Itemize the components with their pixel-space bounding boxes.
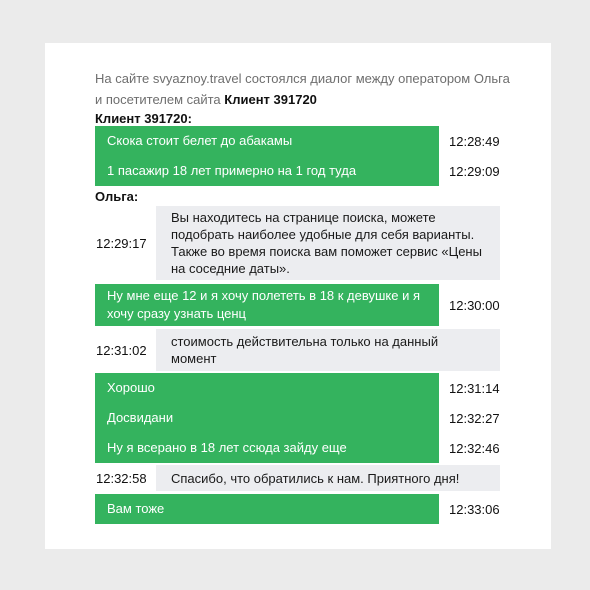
- message-text: стоимость действительна только на данный момент: [171, 334, 439, 366]
- message-bubble-operator: [156, 465, 500, 491]
- message-text: 1 пасажир 18 лет примерно на 1 год туда: [107, 163, 357, 178]
- message-text: Досвидани: [107, 410, 174, 425]
- dialog-intro: [95, 68, 515, 110]
- message-bubble-client: [95, 126, 439, 156]
- message-bubble-client: [95, 156, 439, 186]
- message-time: 12:32:58: [96, 470, 147, 486]
- message-time: 12:32:27: [449, 410, 500, 426]
- message-text: Вам тоже: [107, 501, 165, 516]
- message-time: 12:32:46: [449, 440, 500, 456]
- message-time: 12:30:00: [449, 297, 500, 313]
- intro-client-name: Клиент 391720: [224, 92, 317, 107]
- message-bubble-client: [95, 494, 439, 524]
- message-bubble-client: [95, 284, 439, 326]
- message-text: Скока стоит белет до абакамы: [107, 133, 293, 148]
- message-time: 12:29:17: [96, 235, 147, 251]
- message-time: 12:31:02: [96, 342, 147, 358]
- message-text: Вы находитесь на странице поиска, можете подобрать наиболее удобные для себя варианты. Также во время поиска вам поможет сервис «Цены на соседние даты».: [171, 210, 482, 276]
- message-time: 12:31:14: [449, 380, 500, 396]
- message-time: 12:33:06: [449, 501, 500, 517]
- speaker-label-client: Клиент 391720:: [95, 111, 192, 126]
- message-bubble-operator: [156, 329, 500, 371]
- message-text: Ну я всерано в 18 лет ссюда зайду еще: [107, 440, 347, 455]
- message-bubble-client: [95, 403, 439, 433]
- message-bubble-client: [95, 373, 439, 403]
- message-text: Спасибо, что обратились к нам. Приятного дня!: [171, 470, 460, 486]
- intro-text: На сайте svyaznoy.travel состоялся диалог между оператором Ольга и посетителем сайта: [95, 71, 510, 107]
- message-bubble-operator: [156, 206, 500, 280]
- message-bubble-client: [95, 433, 439, 463]
- message-text: Ну мне еще 12 и я хочу полететь в 18 к девушке и я хочу сразу узнать ценц: [107, 288, 421, 321]
- speaker-label-operator: Ольга:: [95, 189, 139, 204]
- message-time: 12:29:09: [449, 163, 500, 179]
- message-text: Хорошо: [107, 380, 155, 395]
- chat-transcript-card: [45, 43, 551, 549]
- message-time: 12:28:49: [449, 133, 500, 149]
